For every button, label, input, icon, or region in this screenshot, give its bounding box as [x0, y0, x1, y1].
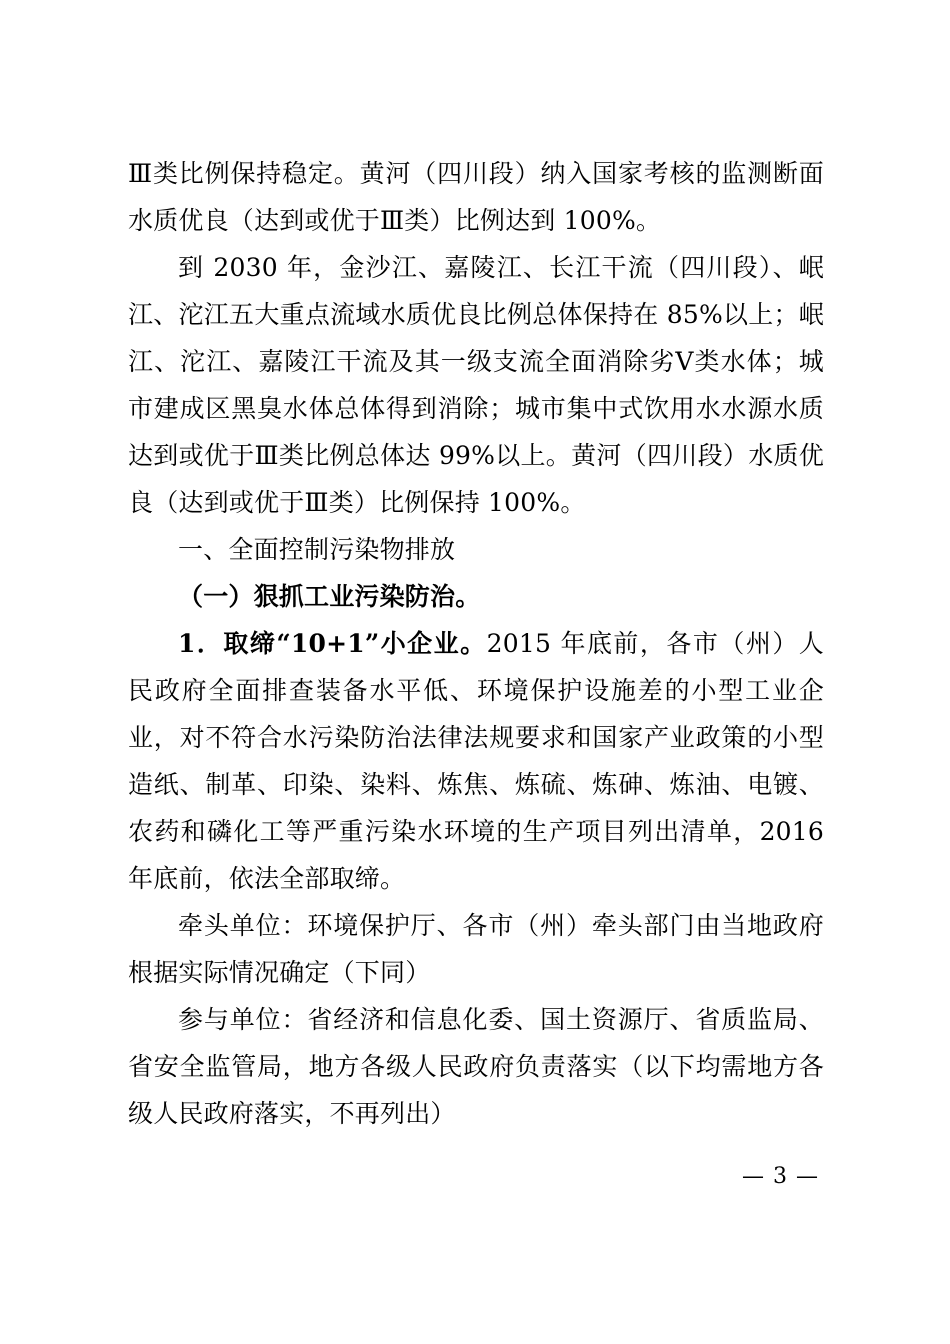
section-heading-one: 一、全面控制污染物排放	[178, 535, 456, 564]
item-one-lead: 1．取缔“10+1”小企业。	[178, 629, 487, 658]
item-one-text: 2015 年底前，各市（州）人民政府全面排查装备水平低、环境保护设施差的小型工业企业，对不符合水污染防治法律法规要求和国家产业政策的小型造纸、制革、印染、染料、炼焦、炼硫、炼砷、炼油、电镀、农药和磷化工等严重污染水环境的生产项目列出清单，2016 年底前，依法全部取缔。	[128, 629, 824, 893]
paragraph-lead-unit: 牵头单位：环境保护厅、各市（州）牵头部门由当地政府根据实际情况确定（下同）	[128, 911, 824, 987]
document-page	[128, 150, 824, 1137]
paragraph-water-quality-continued: Ⅲ类比例保持稳定。黄河（四川段）纳入国家考核的监测断面水质优良（达到或优于Ⅲ类）比例达到 100%。	[128, 159, 824, 235]
paragraph-2030-target: 到 2030 年，金沙江、嘉陵江、长江干流（四川段）、岷江、沱江五大重点流域水质优良比例总体保持在 85%以上；岷江、沱江、嘉陵江干流及其一级支流全面消除劣Ⅴ类水体；城市建成区黑臭水体总体得到消除；城市集中式饮用水水源水质达到或优于Ⅲ类比例总体达 99%以上。黄河（四川段）水质优良（达到或优于Ⅲ类）比例保持 100%。	[128, 253, 824, 517]
paragraph-item-one	[128, 620, 824, 902]
paragraph-participating-units: 参与单位：省经济和信息化委、国土资源厅、省质监局、省安全监管局，地方各级人民政府负责落实（以下均需地方各级人民政府落实，不再列出）	[128, 1005, 824, 1128]
page-number: — 3 —	[742, 1164, 819, 1189]
subsection-heading-one: （一）狠抓工业污染防治。	[178, 582, 481, 611]
